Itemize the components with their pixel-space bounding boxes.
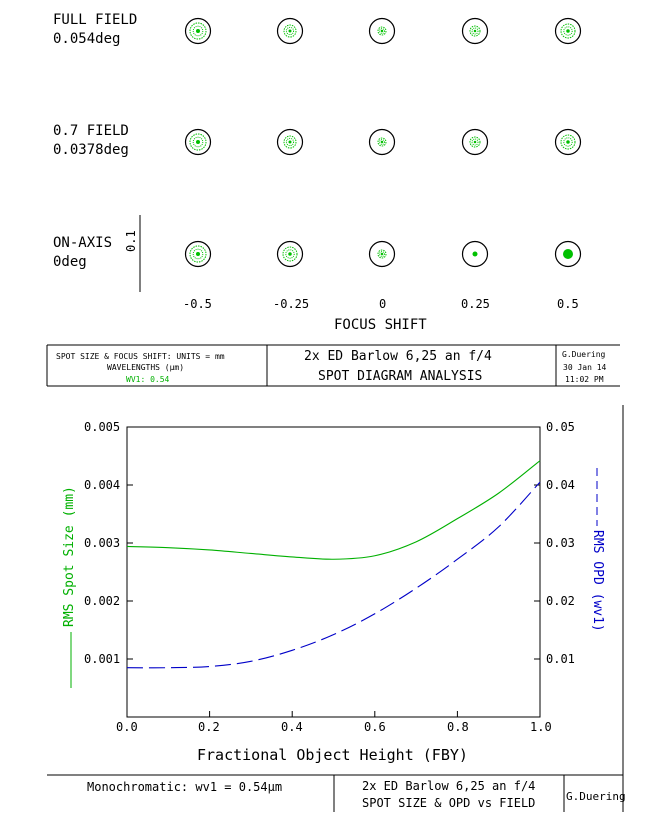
x-tick-label-0: 0.0 bbox=[116, 720, 138, 734]
spot-titleblock-date: 30 Jan 14 bbox=[563, 363, 607, 372]
chart-footer-center-line2: SPOT SIZE & OPD vs FIELD bbox=[362, 796, 536, 810]
spot-07-0 bbox=[186, 130, 211, 155]
focus-shift-tick-3: 0.25 bbox=[461, 297, 490, 311]
chart-ticks bbox=[127, 427, 540, 717]
spot-onaxis-2 bbox=[370, 242, 395, 267]
spot-full-3 bbox=[463, 19, 488, 44]
focus-shift-tick-4: 0.5 bbox=[557, 297, 579, 311]
field-label-07-line1: 0.7 FIELD bbox=[53, 123, 129, 139]
x-tick-label-4: 0.8 bbox=[447, 720, 469, 734]
spot-onaxis-1 bbox=[278, 242, 303, 267]
scale-bar-label: 0.1 bbox=[124, 230, 138, 252]
focus-shift-tick-2: 0 bbox=[379, 297, 387, 311]
spot-full-4 bbox=[556, 19, 581, 44]
y-axis-left-title: RMS Spot Size (mm) bbox=[62, 486, 77, 627]
x-tick-label-3: 0.6 bbox=[364, 720, 386, 734]
x-tick-label-2: 0.4 bbox=[281, 720, 303, 734]
spot-titleblock-frame bbox=[47, 345, 620, 386]
spot-titleblock-left-line1: SPOT SIZE & FOCUS SHIFT: UNITS = mm bbox=[56, 352, 225, 361]
focus-shift-axis-title: FOCUS SHIFT bbox=[334, 317, 427, 333]
chart-footer-frame bbox=[47, 775, 623, 812]
spot-onaxis-0 bbox=[186, 242, 211, 267]
y2-tick-label-2: 0.02 bbox=[546, 594, 575, 608]
y-tick-label-1: 0.001 bbox=[84, 652, 121, 666]
spot-07-3 bbox=[463, 130, 488, 155]
chart-footer-left: Monochromatic: wv1 = 0.54µm bbox=[87, 780, 283, 794]
spot-titleblock-center-line1: 2x ED Barlow 6,25 an f/4 bbox=[304, 349, 492, 364]
y2-tick-label-3: 0.03 bbox=[546, 536, 575, 550]
field-label-full-line2: 0.054deg bbox=[53, 31, 121, 47]
spot-titleblock-time: 11:02 PM bbox=[565, 375, 604, 384]
spot-onaxis-3 bbox=[463, 242, 488, 267]
y2-tick-label-4: 0.04 bbox=[546, 478, 575, 492]
y-tick-label-5: 0.005 bbox=[84, 420, 121, 434]
series-line-rms-opd bbox=[127, 482, 540, 668]
spot-titleblock-left-line2: WAVELENGTHS (µm) bbox=[107, 363, 185, 372]
spot-full-1 bbox=[278, 19, 303, 44]
x-tick-label-1: 0.2 bbox=[198, 720, 220, 734]
y2-tick-label-1: 0.01 bbox=[546, 652, 575, 666]
x-axis-title: Fractional Object Height (FBY) bbox=[197, 746, 468, 764]
chart-footer-center-line1: 2x ED Barlow 6,25 an f/4 bbox=[362, 779, 536, 793]
spot-full-2 bbox=[370, 19, 395, 44]
chart-footer-right: G.Duering bbox=[566, 790, 626, 803]
field-label-07-line2: 0.0378deg bbox=[53, 142, 129, 158]
y-tick-label-4: 0.004 bbox=[84, 478, 121, 492]
spot-onaxis-4 bbox=[556, 242, 581, 267]
field-label-onaxis-line1: ON-AXIS bbox=[53, 235, 113, 251]
y2-tick-label-5: 0.05 bbox=[546, 420, 575, 434]
spot-07-2 bbox=[370, 130, 395, 155]
field-label-onaxis-line2: 0deg bbox=[53, 254, 87, 270]
plot-frame bbox=[127, 427, 540, 717]
spot-diagram-grid bbox=[186, 19, 581, 267]
focus-shift-tick-0: -0.5 bbox=[183, 297, 212, 311]
y-tick-label-2: 0.002 bbox=[84, 594, 121, 608]
chart-series bbox=[127, 461, 540, 668]
y-axis-right-title: RMS OPD (wv1) bbox=[590, 530, 605, 632]
spot-full-0 bbox=[186, 19, 211, 44]
spot-07-1 bbox=[278, 130, 303, 155]
spot-07-4 bbox=[556, 130, 581, 155]
focus-shift-tick-1: -0.25 bbox=[273, 297, 310, 311]
field-label-full-line1: FULL FIELD bbox=[53, 12, 138, 28]
y-tick-label-3: 0.003 bbox=[84, 536, 121, 550]
x-tick-label-5: 1.0 bbox=[530, 720, 552, 734]
spot-titleblock-left-line3: WV1: 0.54 bbox=[126, 375, 170, 384]
spot-titleblock-center-line2: SPOT DIAGRAM ANALYSIS bbox=[318, 369, 483, 384]
spot-titleblock-author: G.Duering bbox=[562, 350, 606, 359]
